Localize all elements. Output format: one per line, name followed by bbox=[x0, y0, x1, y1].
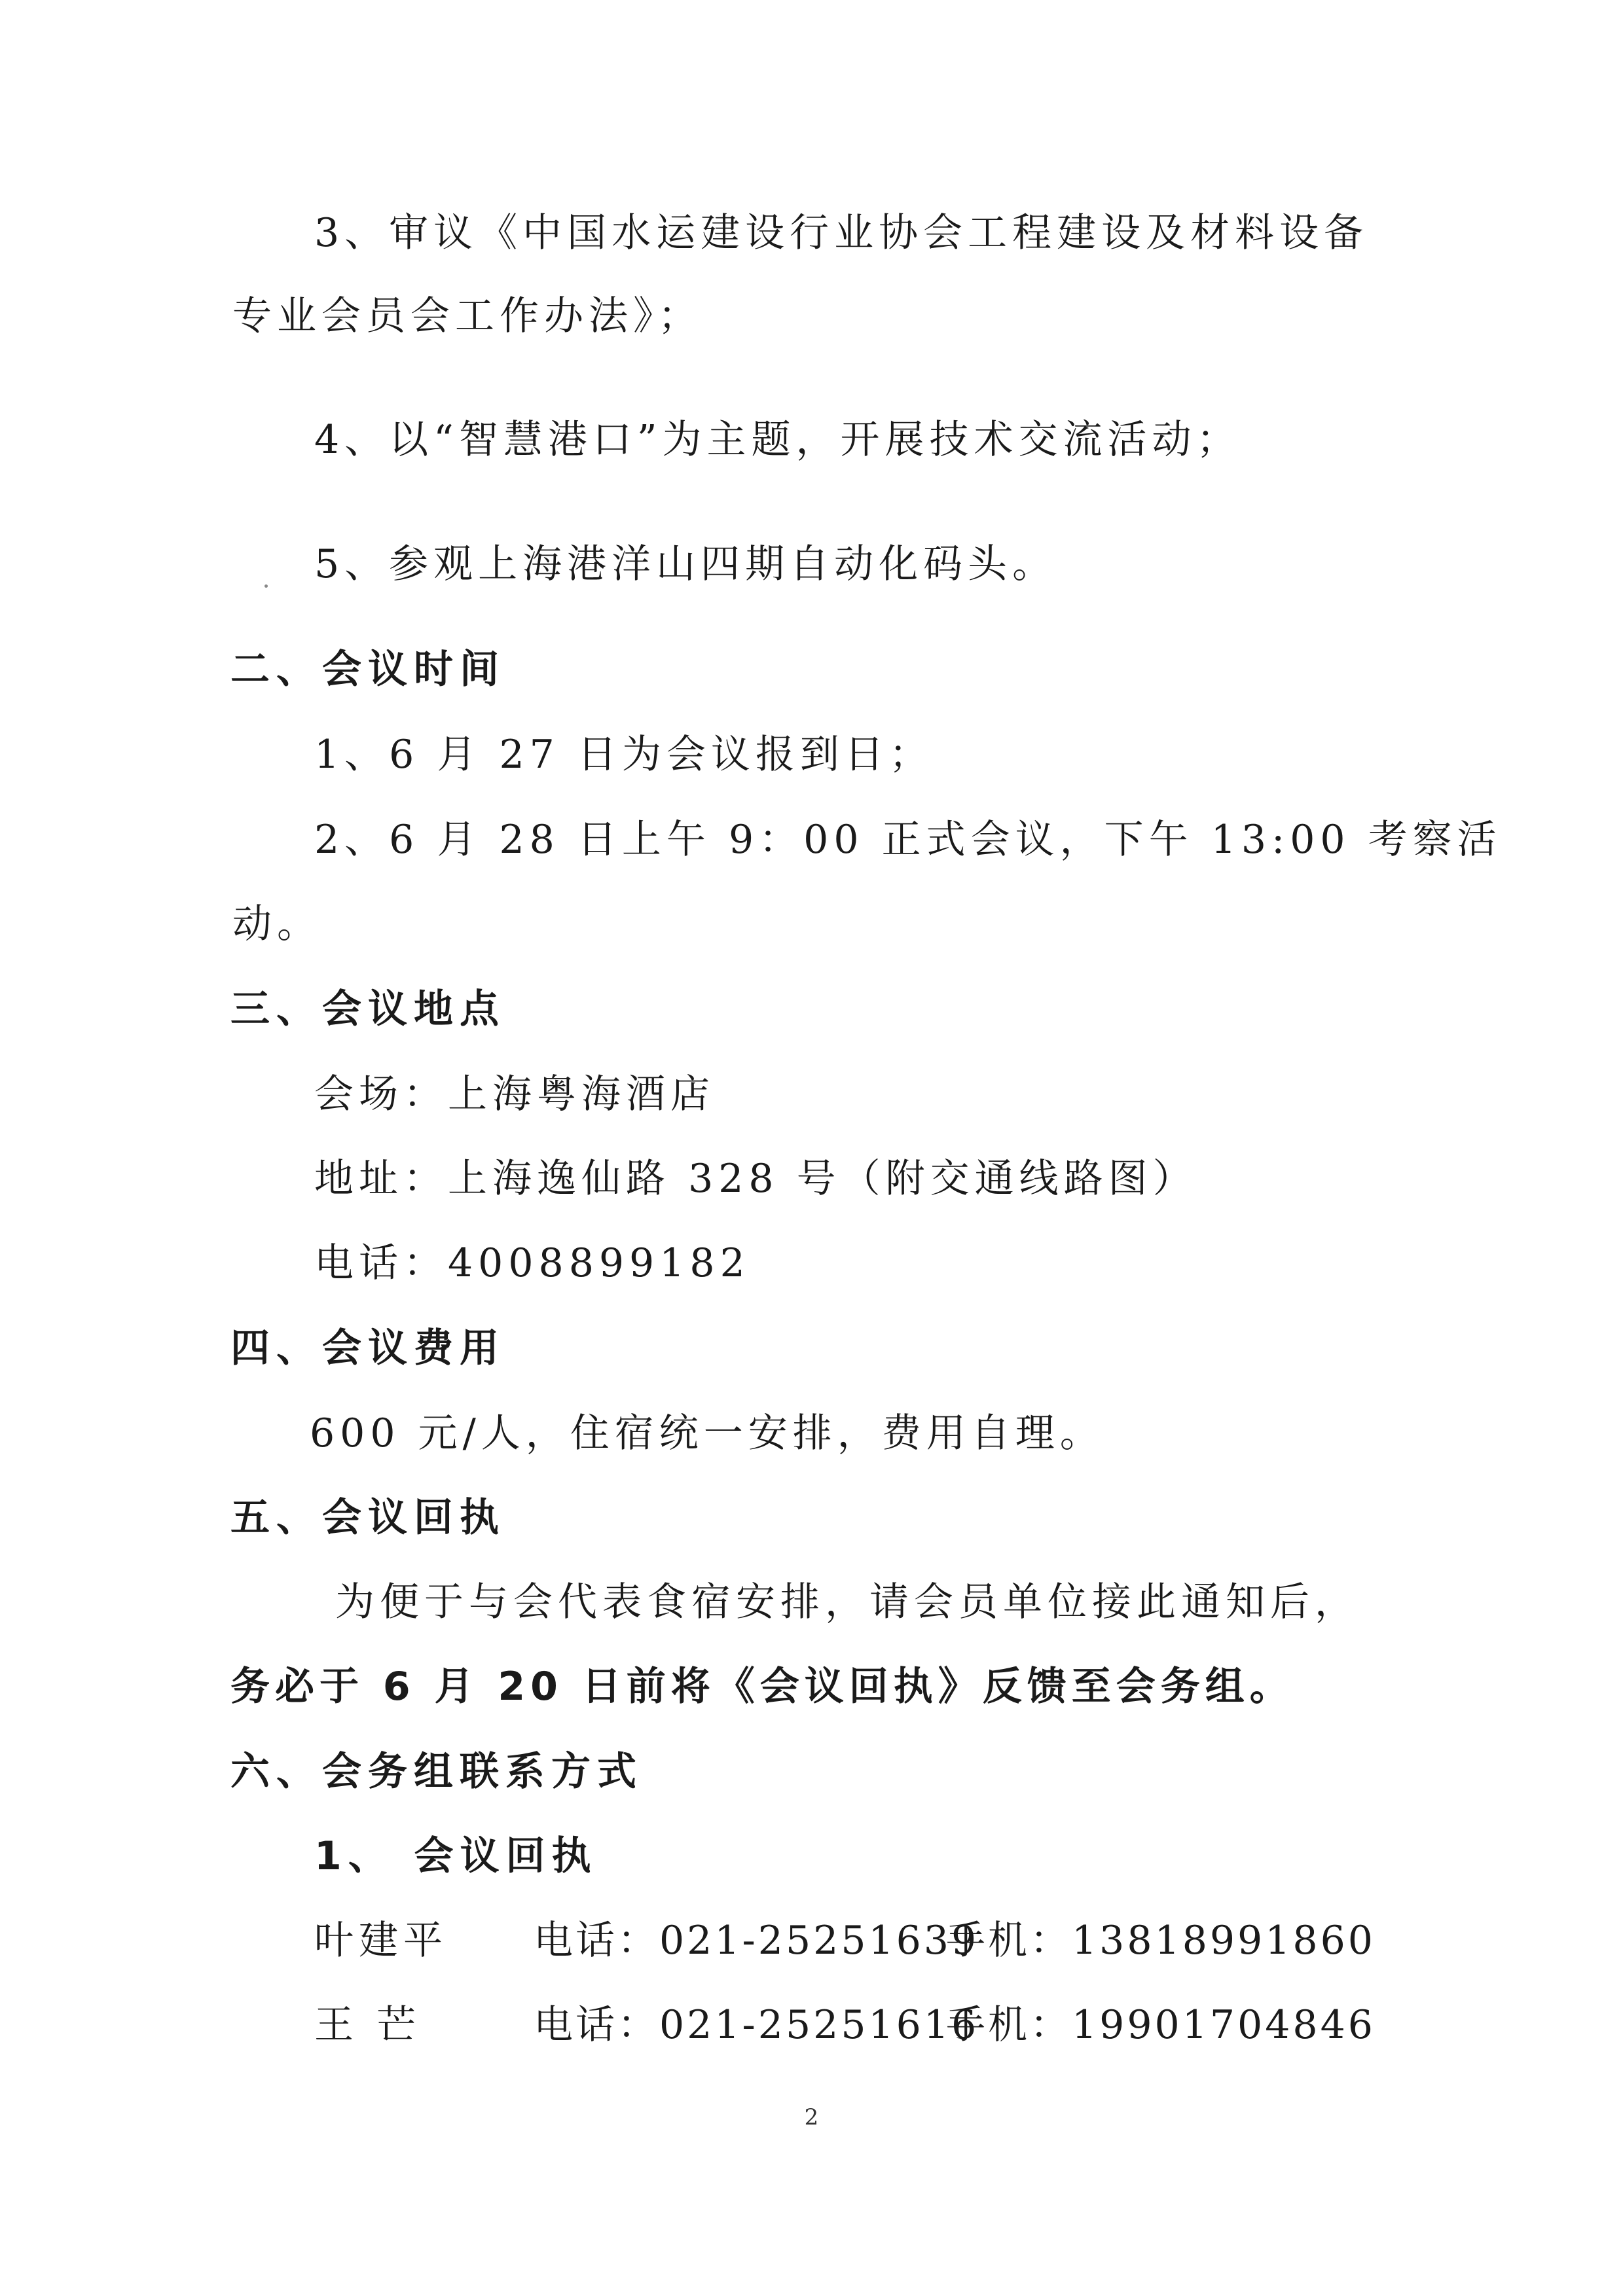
location-phone: 电话：4008899182 bbox=[314, 1240, 750, 1286]
agenda-item-3-line-1: 3、审议《中国水运建设行业协会工程建设及材料设备 bbox=[314, 210, 1369, 256]
contact-name: 王 芒 bbox=[314, 2002, 422, 2048]
section-contact-heading: 六、会务组联系方式 bbox=[230, 1749, 643, 1795]
section-time-heading: 二、会议时间 bbox=[230, 647, 505, 692]
time-line-2a: 2、6 月 28 日上午 9：00 正式会议，下午 13:00 考察活 bbox=[314, 817, 1502, 863]
fee-text: 600 元/人，住宿统一安排，费用自理。 bbox=[310, 1410, 1104, 1456]
agenda-item-5: 5、参观上海港洋山四期自动化码头。 bbox=[314, 541, 1057, 587]
receipt-line-1: 为便于与会代表食宿安排，请会员单位接此通知后， bbox=[335, 1579, 1359, 1625]
contact-subheading: 1、 会议回执 bbox=[314, 1833, 598, 1879]
contact-mobile: 手机：19901704846 bbox=[946, 2002, 1376, 2048]
agenda-item-4: 4、以“智慧港口”为主题，开展技术交流活动； bbox=[314, 417, 1241, 463]
contact-phone: 电话：021-25251639 bbox=[534, 1918, 979, 1964]
page-number: 2 bbox=[804, 2104, 819, 2130]
section-fee-heading: 四、会议费用 bbox=[230, 1325, 505, 1371]
contact-phone: 电话：021-25251616 bbox=[534, 2002, 979, 2048]
receipt-line-2: 务必于 6 月 20 日前将《会议回执》反馈至会务组。 bbox=[230, 1664, 1294, 1710]
section-location-heading: 三、会议地点 bbox=[230, 986, 505, 1032]
scan-speck bbox=[264, 584, 268, 588]
section-receipt-heading: 五、会议回执 bbox=[230, 1495, 505, 1541]
agenda-item-3-line-2: 专业会员会工作办法》； bbox=[232, 293, 702, 339]
time-line-2b: 动。 bbox=[232, 901, 321, 947]
location-venue: 会场：上海粤海酒店 bbox=[314, 1071, 715, 1117]
time-line-1: 1、6 月 27 日为会议报到日； bbox=[314, 732, 934, 778]
contact-name: 叶建平 bbox=[314, 1918, 448, 1964]
contact-mobile: 手机：13818991860 bbox=[946, 1918, 1376, 1964]
location-address: 地址：上海逸仙路 328 号（附交通线路图） bbox=[314, 1156, 1197, 1202]
